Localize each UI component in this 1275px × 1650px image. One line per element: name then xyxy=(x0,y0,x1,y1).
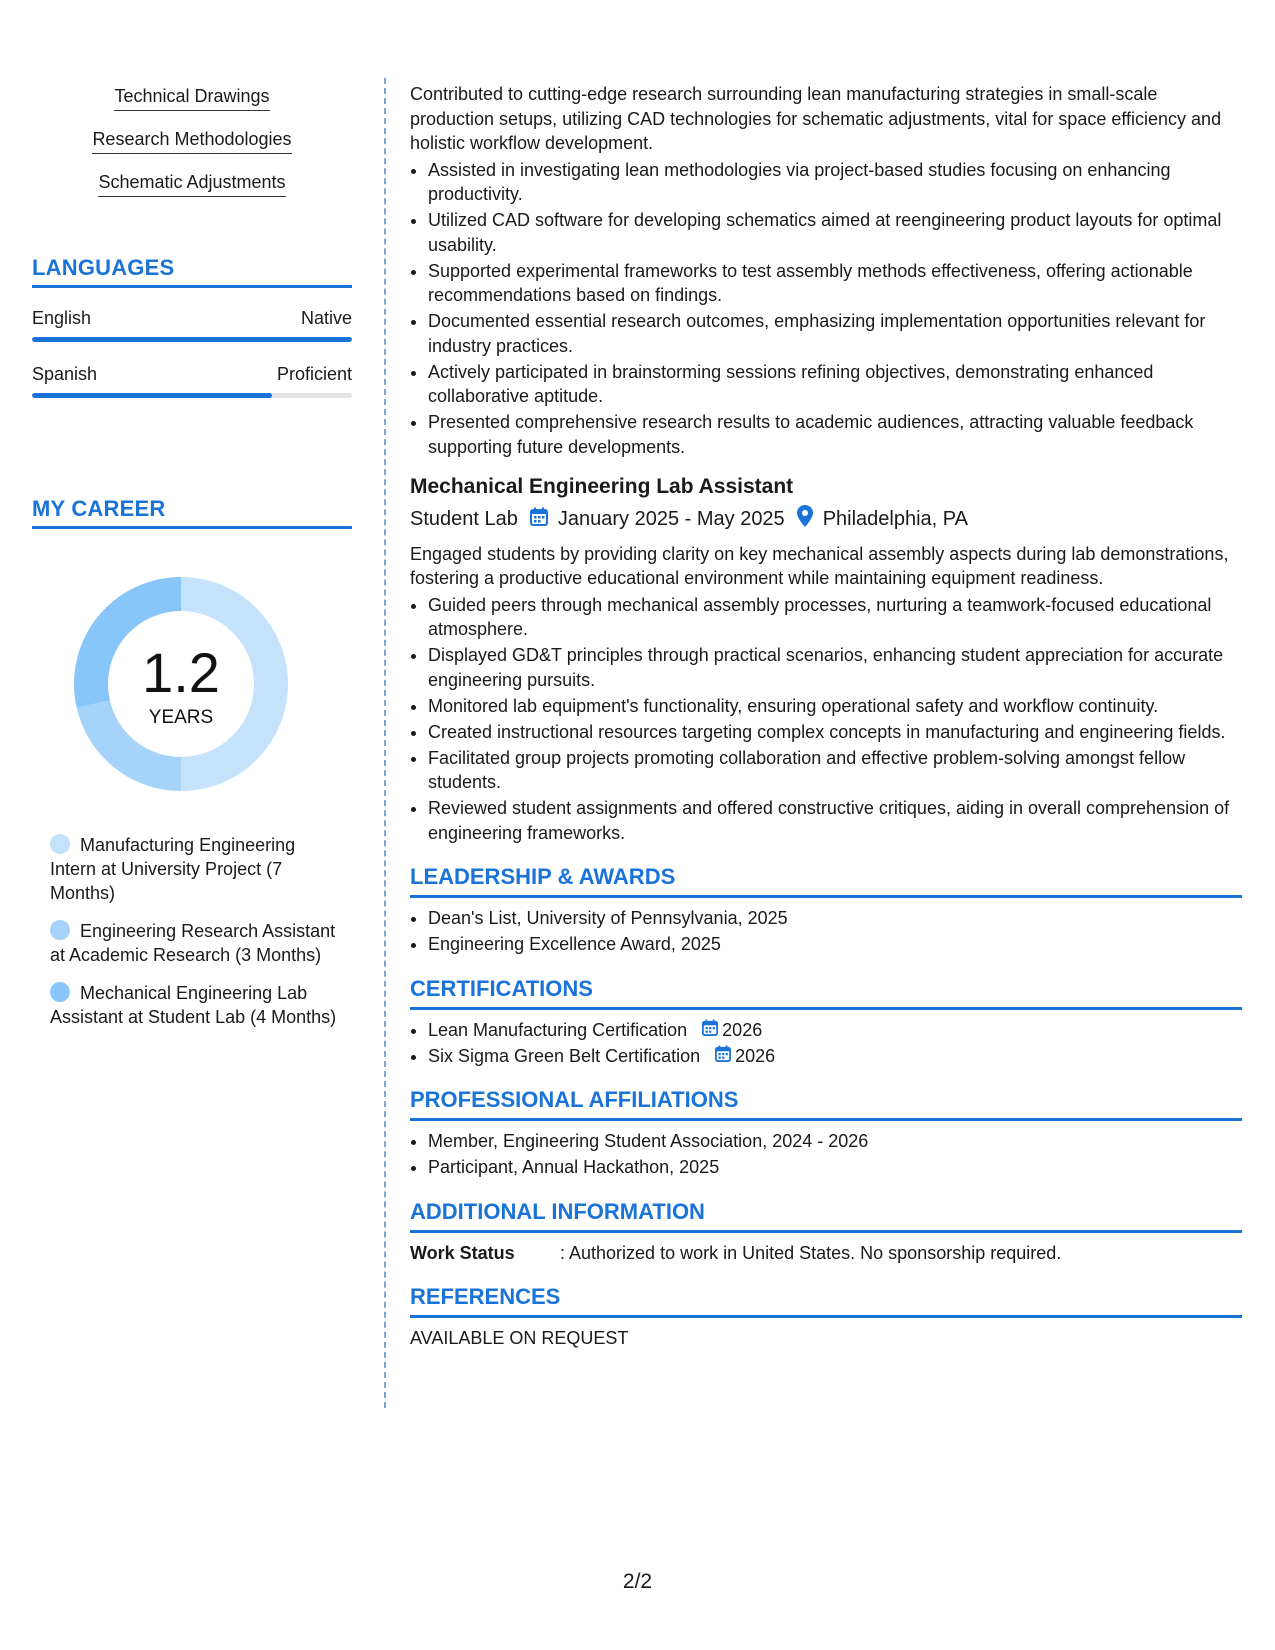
bullet-item: • Guided peers through mechanical assembly processes, nurturing a teamwork-focused educational atmosphere. xyxy=(428,593,1242,642)
bullet-item: • Monitored lab equipment's functionality, ensuring operational safety and workflow continuity. xyxy=(428,694,1242,719)
legend-item xyxy=(50,833,340,905)
language-bar-fill xyxy=(32,337,352,342)
legend-dot xyxy=(50,982,70,1002)
affiliations-section xyxy=(410,1086,1242,1180)
job-meta xyxy=(410,505,1242,534)
list-item xyxy=(428,1044,1242,1069)
list-item: • Participant, Annual Hackathon, 2025 xyxy=(428,1155,1242,1180)
bullet-item: • Displayed GD&T principles through practical scenarios, enhancing student appreciation for accurate engineering pursuits. xyxy=(428,643,1242,692)
entry-summary: Contributed to cutting-edge research surrounding lean manufacturing strategies in small-scale production setups, utilizing CAD technologies for schematic adjustments, vital for space efficiency and holistic workflow development. xyxy=(410,84,1222,153)
career-donut-chart xyxy=(66,569,296,799)
certifications-section xyxy=(410,975,1242,1069)
language-bar xyxy=(32,337,352,342)
bullet-item: • Supported experimental frameworks to test assembly methods effectiveness, offering actionable recommendations based on findings. xyxy=(428,259,1242,308)
list-item: • Engineering Excellence Award, 2025 xyxy=(428,932,1242,957)
references-text: AVAILABLE ON REQUEST xyxy=(410,1328,629,1348)
language-bar xyxy=(32,393,352,398)
bullet-item: • Utilized CAD software for developing schematics aimed at reengineering product layouts for optimal usability. xyxy=(428,208,1242,257)
legend-label: Manufacturing Engineering Intern at University Project (7 Months) xyxy=(50,835,296,903)
calendar-icon xyxy=(702,1018,718,1043)
job-org: Student Lab xyxy=(410,508,518,530)
map-pin-icon xyxy=(797,505,813,534)
bullet-item: • Presented comprehensive research results to academic audiences, attracting valuable feedback supporting future developments. xyxy=(428,410,1242,459)
left-column xyxy=(32,78,352,1027)
job-title: Mechanical Engineering Lab Assistant xyxy=(410,475,794,498)
skill-item: Technical Drawings xyxy=(114,84,269,111)
cert-year: 2026 xyxy=(735,1045,776,1066)
legend-item xyxy=(50,919,340,967)
cert-name: Lean Manufacturing Certification xyxy=(428,1019,688,1040)
leadership-heading: LEADERSHIP & AWARDS xyxy=(410,863,1242,898)
cert-name: Six Sigma Green Belt Certification xyxy=(428,1045,701,1066)
language-name: English xyxy=(32,308,92,328)
career-legend xyxy=(50,833,340,1029)
language-item xyxy=(32,364,352,398)
entry-bullets xyxy=(410,593,1242,846)
job-dates: January 2025 - May 2025 xyxy=(557,508,785,530)
skill-item: Research Methodologies xyxy=(92,127,291,154)
right-column xyxy=(410,82,1242,1351)
skill-item: Schematic Adjustments xyxy=(98,170,285,197)
additional-section xyxy=(410,1198,1242,1266)
language-level: Proficient xyxy=(276,364,352,384)
research-entry xyxy=(410,82,1242,459)
certifications-heading: CERTIFICATIONS xyxy=(410,975,1242,1010)
skills-list xyxy=(32,78,352,207)
bullet-item: • Reviewed student assignments and offered constructive critiques, aiding in overall comprehension of engineering frameworks. xyxy=(428,796,1242,845)
bullet-item: • Assisted in investigating lean methodologies via project-based studies focusing on enhancing productivity. xyxy=(428,158,1242,207)
affiliations-heading: PROFESSIONAL AFFILIATIONS xyxy=(410,1086,1242,1121)
languages-heading: LANGUAGES xyxy=(32,255,352,288)
legend-dot xyxy=(50,920,70,940)
cert-year: 2026 xyxy=(722,1019,763,1040)
languages-section xyxy=(32,255,352,398)
info-value: : Authorized to work in United States. No sponsorship required. xyxy=(560,1242,1062,1263)
bullet-item: • Facilitated group projects promoting collaboration and effective problem-solving amongst fellow students. xyxy=(428,746,1242,795)
calendar-icon xyxy=(530,507,548,533)
career-section xyxy=(32,496,352,1043)
language-item xyxy=(32,308,352,342)
column-divider xyxy=(384,78,386,1408)
additional-heading: ADDITIONAL INFORMATION xyxy=(410,1198,1242,1233)
info-label: Work Status xyxy=(410,1242,515,1263)
job-location: Philadelphia, PA xyxy=(822,508,968,530)
entry-summary: Engaged students by providing clarity on key mechanical assembly aspects during lab demonstrations, fostering a productive educational environment while maintaining equipment readiness. xyxy=(410,543,1229,588)
calendar-icon xyxy=(715,1044,731,1069)
list-item: • Dean's List, University of Pennsylvania, 2025 xyxy=(428,906,1242,931)
info-row xyxy=(410,1241,1242,1266)
career-heading: MY CAREER xyxy=(32,496,352,529)
references-heading: REFERENCES xyxy=(410,1283,1242,1318)
entry-bullets xyxy=(410,158,1242,460)
legend-dot xyxy=(50,834,70,854)
job-entry xyxy=(410,473,1242,845)
language-name: Spanish xyxy=(32,364,98,384)
legend-item xyxy=(50,981,340,1029)
page-number: 2/2 xyxy=(622,1570,653,1593)
leadership-section xyxy=(410,863,1242,957)
list-item: • Member, Engineering Student Association, 2024 - 2026 xyxy=(428,1129,1242,1154)
language-bar-fill xyxy=(32,393,272,398)
bullet-item: • Documented essential research outcomes, emphasizing implementation opportunities relevant for industry practices. xyxy=(428,309,1242,358)
legend-label: Engineering Research Assistant at Academic Research (3 Months) xyxy=(50,921,336,965)
bullet-item: • Actively participated in brainstorming sessions refining objectives, demonstrating enhanced collaborative aptitude. xyxy=(428,360,1242,409)
language-level: Native xyxy=(300,308,352,328)
list-item xyxy=(428,1018,1242,1043)
career-total-unit: YEARS xyxy=(148,707,214,728)
bullet-item: • Created instructional resources targeting complex concepts in manufacturing and engineering fields. xyxy=(428,720,1242,745)
legend-label: Mechanical Engineering Lab Assistant at Student Lab (4 Months) xyxy=(50,983,337,1027)
career-total-value: 1.2 xyxy=(142,641,220,704)
references-section xyxy=(410,1283,1242,1351)
